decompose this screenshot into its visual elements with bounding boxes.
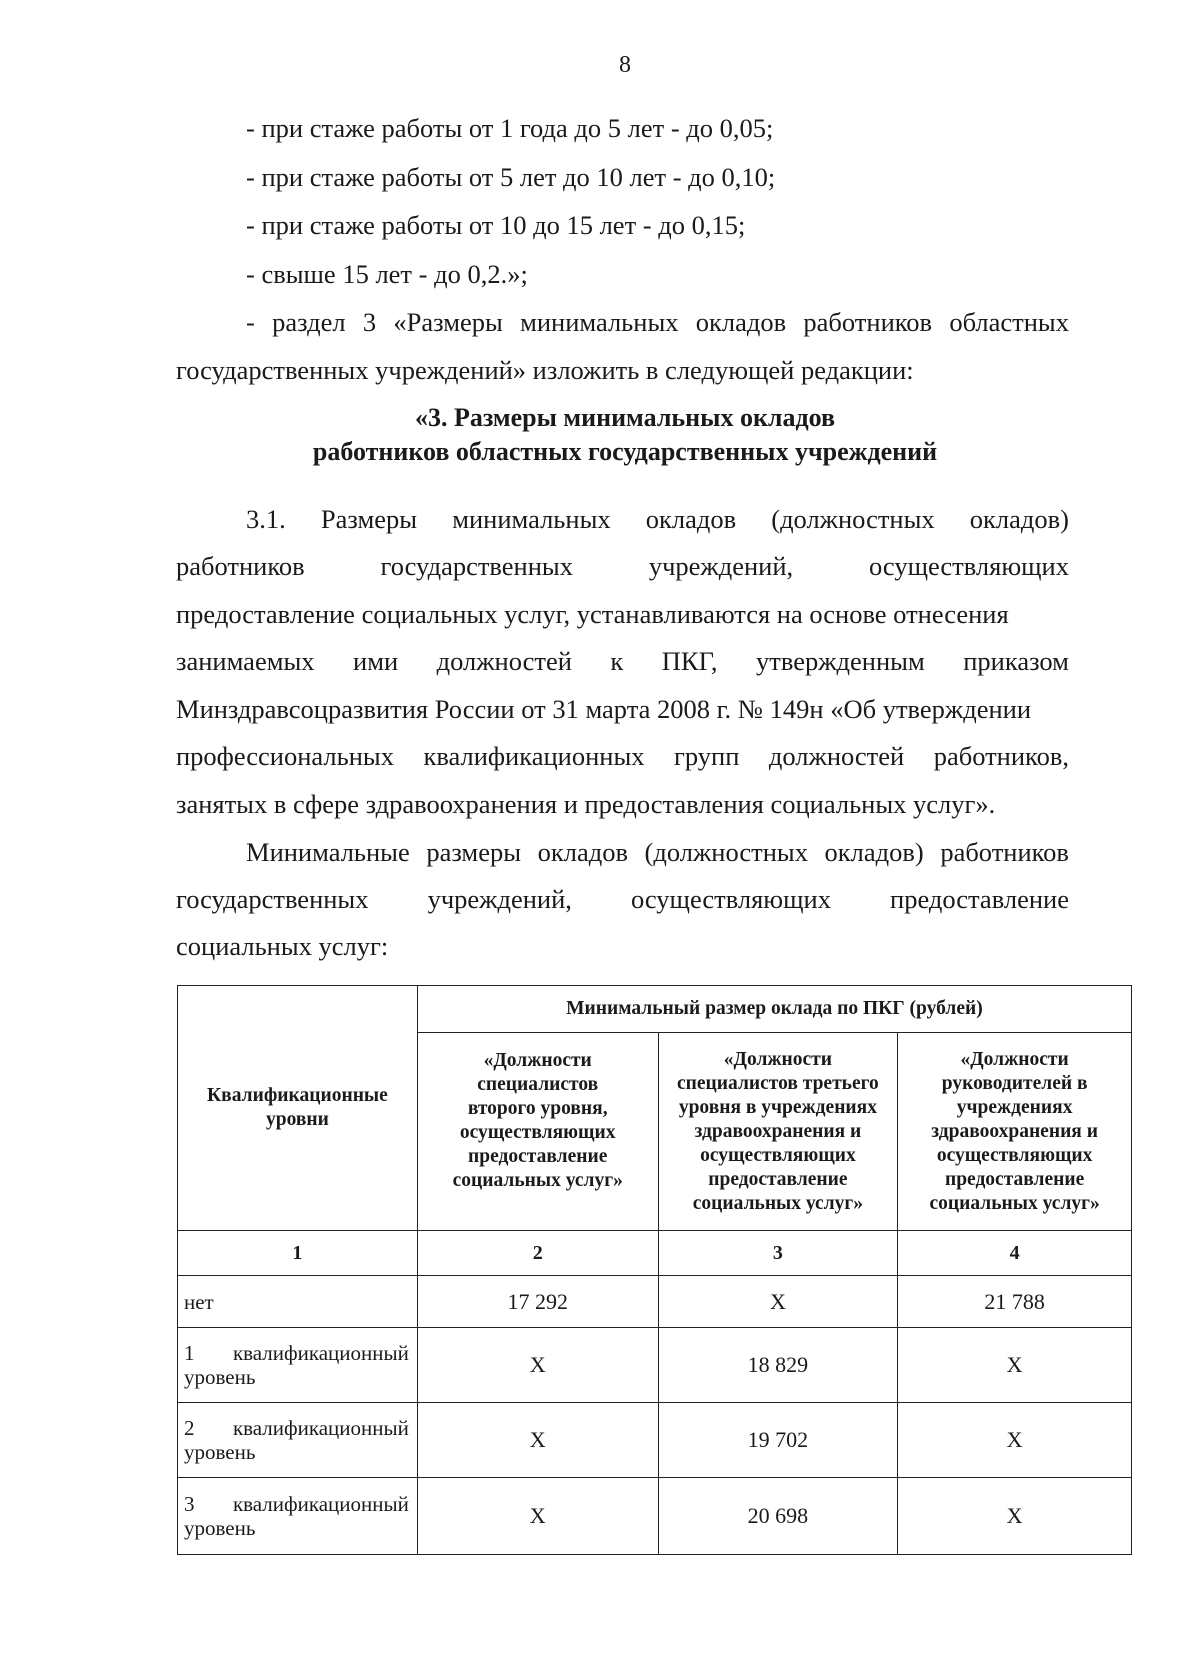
word: ПКГ, bbox=[661, 646, 718, 676]
list-item: - при стаже работы от 5 лет до 10 лет - до 0,10; bbox=[246, 162, 776, 192]
header-line: «Должности bbox=[723, 1048, 832, 1070]
paragraph-1-line-4 bbox=[176, 646, 1069, 677]
word: (должностных bbox=[644, 837, 808, 867]
word: квалификационных bbox=[423, 741, 645, 771]
word: учреждений, bbox=[427, 884, 572, 914]
level-word: уровень bbox=[184, 1365, 256, 1389]
value-cell: 18 829 bbox=[658, 1328, 898, 1403]
list-item: - при стаже работы от 1 года до 5 лет - до 0,05; bbox=[246, 113, 774, 143]
value-cell: X bbox=[898, 1478, 1132, 1555]
word: утвержденным bbox=[756, 646, 925, 676]
header-line: социальных услуг» bbox=[929, 1192, 1100, 1214]
list-item: - свыше 15 лет - до 0,2.»; bbox=[246, 259, 528, 289]
level-word: уровень bbox=[184, 1516, 256, 1540]
value-cell: X bbox=[417, 1328, 658, 1403]
value-cell: X bbox=[658, 1276, 898, 1328]
word: раздел bbox=[272, 307, 346, 337]
word: окладов) bbox=[969, 504, 1069, 534]
word: предоставление bbox=[890, 884, 1069, 914]
paragraph-1-line-1 bbox=[246, 504, 1069, 535]
header-column-2 bbox=[417, 1033, 658, 1231]
level-cell bbox=[178, 1478, 418, 1555]
header-line: «Должности bbox=[483, 1049, 592, 1071]
header-line: осуществляющих bbox=[936, 1144, 1093, 1166]
header-levels-line: Квалификационные bbox=[207, 1085, 388, 1106]
word: работников, bbox=[933, 741, 1069, 771]
header-column-4 bbox=[898, 1033, 1132, 1231]
word: размеры bbox=[426, 837, 522, 867]
column-number: 4 bbox=[898, 1231, 1132, 1276]
word: «Размеры bbox=[393, 307, 503, 337]
header-line: «Должности bbox=[960, 1048, 1069, 1070]
column-number: 2 bbox=[417, 1231, 658, 1276]
table-row bbox=[178, 1478, 1132, 1555]
table-row bbox=[178, 1328, 1132, 1403]
paragraph-2-line-2 bbox=[176, 884, 1069, 915]
salary-table bbox=[177, 985, 1132, 1555]
paragraph-1-line-5: Минздравсоцразвития России от 31 марта 2008 г. № 149н «Об утверждении bbox=[176, 694, 1032, 724]
level-number: 3 bbox=[184, 1492, 195, 1516]
word: (должностных bbox=[771, 504, 935, 534]
paragraph-1-line-6 bbox=[176, 741, 1069, 772]
value-cell: X bbox=[417, 1478, 658, 1555]
word: профессиональных bbox=[176, 741, 394, 771]
level-number: 1 bbox=[184, 1341, 195, 1365]
level-word: квалификационный bbox=[232, 1492, 409, 1516]
paragraph-2-line-1 bbox=[246, 837, 1069, 868]
word: 3.1. bbox=[246, 504, 286, 534]
word: должностей bbox=[768, 741, 905, 771]
value-cell: X bbox=[417, 1403, 658, 1478]
header-line: предоставление bbox=[708, 1168, 848, 1190]
word: должностей bbox=[436, 646, 572, 676]
word: к bbox=[610, 646, 624, 676]
word: ими bbox=[353, 646, 399, 676]
value-cell: X bbox=[898, 1403, 1132, 1478]
level-cell bbox=[178, 1403, 418, 1478]
paragraph-2-line-3: социальных услуг: bbox=[176, 931, 389, 961]
word: работников bbox=[803, 307, 933, 337]
list-item: - при стаже работы от 10 до 15 лет - до 0,15; bbox=[246, 210, 746, 240]
level-word: уровень bbox=[184, 1440, 256, 1464]
word: осуществляющих bbox=[869, 551, 1069, 581]
header-line: социальных услуг» bbox=[452, 1169, 623, 1191]
value-cell: 19 702 bbox=[658, 1403, 898, 1478]
word: учреждений, bbox=[648, 551, 794, 581]
level-word: квалификационный bbox=[232, 1341, 409, 1365]
level-cell bbox=[178, 1328, 418, 1403]
section-intro-line-2: государственных учреждений» изложить в следующей редакции: bbox=[176, 355, 914, 385]
level-number: 2 bbox=[184, 1416, 195, 1440]
word: минимальных bbox=[520, 307, 679, 337]
header-line: предоставление bbox=[468, 1145, 608, 1167]
word: окладов bbox=[645, 504, 737, 534]
header-line: здравоохранения и bbox=[931, 1120, 1098, 1142]
word: Размеры bbox=[320, 504, 418, 534]
page-number: 8 bbox=[619, 52, 631, 78]
header-line: специалистов bbox=[477, 1073, 599, 1095]
value-cell: 20 698 bbox=[658, 1478, 898, 1555]
header-line: руководителей в bbox=[941, 1072, 1088, 1094]
header-levels bbox=[178, 986, 418, 1231]
word: государственных bbox=[176, 884, 369, 914]
table-row bbox=[178, 1276, 1132, 1328]
word: окладов bbox=[695, 307, 787, 337]
word: 3 bbox=[362, 307, 377, 337]
word: работников bbox=[176, 551, 305, 581]
word: окладов bbox=[537, 837, 628, 867]
header-group: Минимальный размер оклада по ПКГ (рублей) bbox=[417, 986, 1131, 1033]
table-row bbox=[178, 1403, 1132, 1478]
paragraph-1-line-7: занятых в сфере здравоохранения и предоставления социальных услуг». bbox=[176, 789, 996, 819]
level-word: квалификационный bbox=[232, 1416, 409, 1440]
table-number-row bbox=[178, 1231, 1132, 1276]
header-line: здравоохранения и bbox=[694, 1120, 862, 1142]
word: осуществляющих bbox=[630, 884, 831, 914]
paragraph-1-line-3: предоставление социальных услуг, устанавливаются на основе отнесения bbox=[176, 599, 1009, 629]
word: - bbox=[246, 307, 255, 337]
column-number: 3 bbox=[658, 1231, 898, 1276]
word: групп bbox=[674, 741, 740, 771]
word: Минимальные bbox=[246, 837, 410, 867]
header-line: учреждениях bbox=[956, 1096, 1073, 1118]
word: занимаемых bbox=[176, 646, 315, 676]
value-cell: X bbox=[898, 1328, 1132, 1403]
word: областных bbox=[949, 307, 1069, 337]
value-cell: 17 292 bbox=[417, 1276, 658, 1328]
header-line: осуществляющих bbox=[459, 1121, 616, 1143]
word: минимальных bbox=[452, 504, 611, 534]
section-heading-line-1: «3. Размеры минимальных окладов bbox=[414, 403, 836, 432]
word: приказом bbox=[963, 646, 1069, 676]
value-cell: 21 788 bbox=[898, 1276, 1132, 1328]
section-heading-line-2: работников областных государственных учреждений bbox=[312, 437, 938, 466]
section-intro-line-1 bbox=[246, 307, 1069, 338]
word: государственных bbox=[380, 551, 573, 581]
word: работников bbox=[940, 837, 1069, 867]
paragraph-1-line-2 bbox=[176, 551, 1069, 582]
table-header-row bbox=[178, 986, 1132, 1033]
word: окладов) bbox=[824, 837, 924, 867]
header-line: осуществляющих bbox=[700, 1144, 856, 1166]
level-cell: нет bbox=[178, 1276, 418, 1328]
header-line: второго уровня, bbox=[467, 1097, 608, 1119]
header-line: специалистов третьего bbox=[677, 1072, 879, 1094]
header-line: предоставление bbox=[944, 1168, 1085, 1190]
header-line: уровня в учреждениях bbox=[678, 1096, 877, 1118]
header-levels-line: уровни bbox=[265, 1109, 329, 1130]
header-column-3 bbox=[658, 1033, 898, 1231]
column-number: 1 bbox=[178, 1231, 418, 1276]
header-line: социальных услуг» bbox=[692, 1192, 864, 1214]
